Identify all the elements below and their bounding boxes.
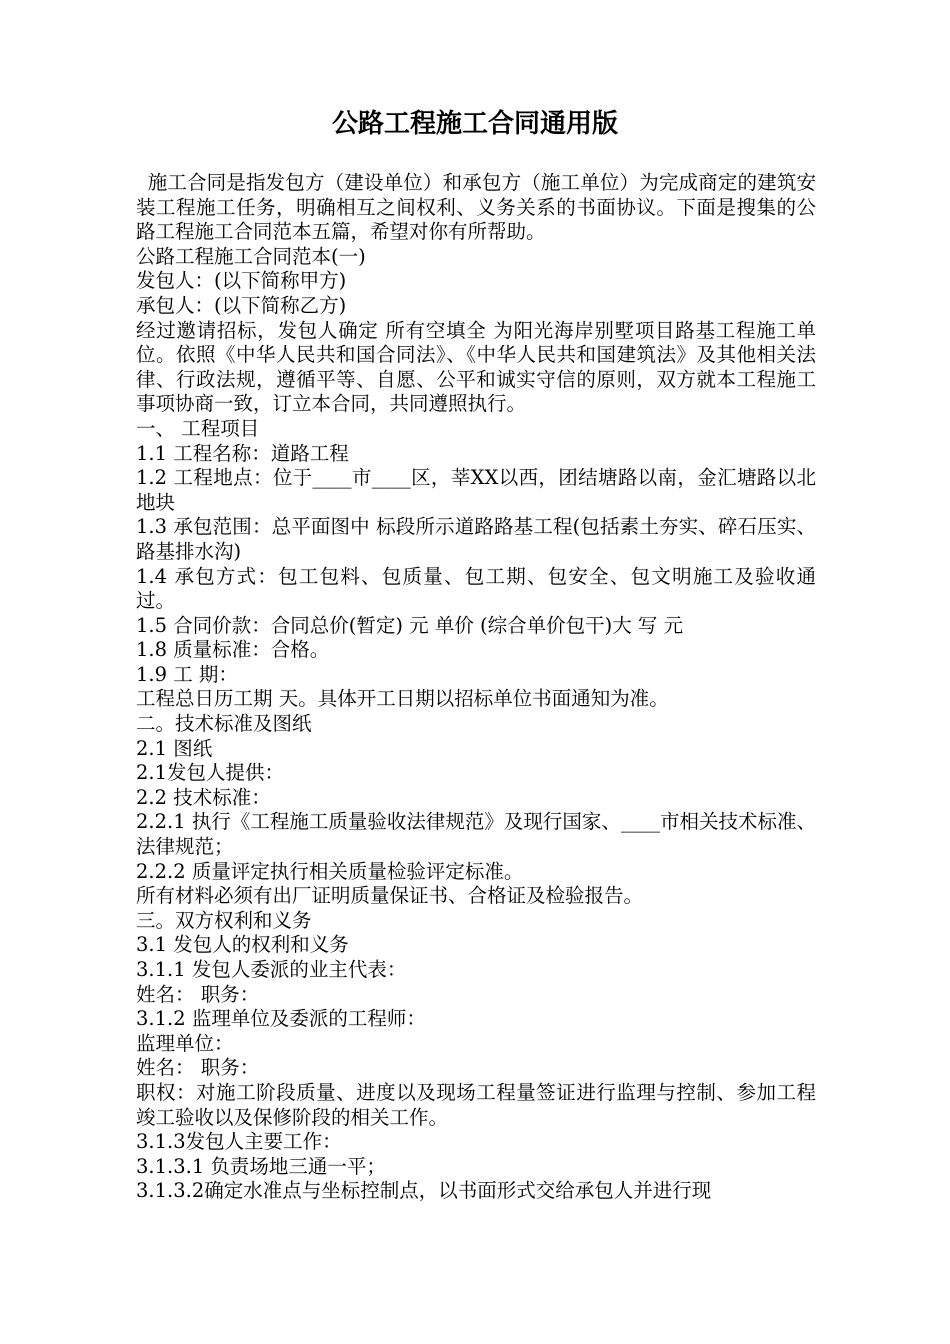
document-body: [136, 171, 816, 1204]
clause-1-5: 1.5 合同价款：合同总价(暂定) 元 单价 (综合单价包干)大 写 元: [136, 613, 684, 637]
clause-1-1: 1.1 工程名称：道路工程: [136, 441, 349, 465]
clause-1-9: 1.9 工 期：: [136, 662, 238, 686]
preamble-paragraph: 经过邀请招标，发包人确定 所有空填全 为阳光海岸别墅项目路基工程施工单位。依照《中华人民共和国合同法》、《中华人民共和国建筑法》及其他相关法律、行政法规，遵循平等、自愿、公平和诚实守信的原则，双方就本工程施工事项协商一致，订立本合同，共同遵照执行。: [136, 318, 816, 416]
clause-3-1-3-1: 3.1.3.1 负责场地三通一平；: [136, 1154, 386, 1178]
clause-3-1-3-2: 3.1.3.2确定水准点与坐标控制点，以书面形式交给承包人并进行现: [136, 1179, 712, 1203]
clause-1-4: 1.4 承包方式：包工包料、包质量、包工期、包安全、包文明施工及验收通过。: [136, 564, 816, 613]
schedule-paragraph: 工程总日历工期 天。具体开工日期以招标单位书面通知为准。: [136, 687, 669, 711]
supervision-unit-line: 监理单位：: [136, 1031, 234, 1055]
section-heading-2: 二。技术标准及图纸: [136, 712, 312, 736]
name-title-line-1: 姓名： 职务：: [136, 982, 260, 1006]
name-title-line-2: 姓名： 职务：: [136, 1056, 260, 1080]
clause-2-1-provider: 2.1发包人提供：: [136, 761, 285, 785]
materials-paragraph: 所有材料必须有出厂证明质量保证书、合格证及检验报告。: [136, 884, 644, 908]
clause-3-1-2: 3.1.2 监理单位及委派的工程师：: [136, 1007, 426, 1031]
clause-2-2-2: 2.2.2 质量评定执行相关质量检验评定标准。: [136, 859, 524, 883]
clause-1-8: 1.8 质量标准：合格。: [136, 638, 330, 662]
clause-2-2-1: 2.2.1 执行《工程施工质量验收法律规范》及现行国家、____市相关技术标准、法律规范；: [136, 810, 816, 859]
document-title: 公路工程施工合同通用版: [331, 109, 618, 139]
clause-2-1: 2.1 图纸: [136, 736, 213, 760]
section-heading-1: 一、 工程项目: [136, 416, 260, 440]
clause-1-2: 1.2 工程地点：位于____市____区，莘XX以西，团结塘路以南，金汇塘路以北地块: [136, 466, 816, 514]
clause-3-1-1: 3.1.1 发包人委派的业主代表：: [136, 958, 407, 981]
clause-2-2: 2.2 技术标准：: [136, 785, 271, 809]
authority-paragraph: 职权：对施工阶段质量、进度以及现场工程量签证进行监理与控制、参加工程竣工验收以及保修阶段的相关工作。: [136, 1080, 816, 1129]
intro-paragraph: 施工合同是指发包方（建设单位）和承包方（施工单位）为完成商定的建筑安装工程施工任务，明确相互之间权利、义务关系的书面协议。下面是搜集的公路工程施工合同范本五篇，希望对你有所帮助。: [136, 171, 816, 244]
clause-3-1: 3.1 发包人的权利和义务: [136, 933, 349, 957]
party-contractor: 承包人：(以下简称乙方): [136, 293, 347, 317]
sample-heading: 公路工程施工合同范本(一): [136, 244, 366, 268]
clause-1-3: 1.3 承包范围：总平面图中 标段所示道路路基工程(包括素土夯实、碎石压实、路基排水沟): [136, 515, 816, 563]
section-heading-3: 三。双方权利和义务: [136, 908, 312, 932]
party-employer: 发包人：(以下简称甲方): [136, 269, 347, 293]
clause-3-1-3: 3.1.3发包人主要工作：: [136, 1130, 342, 1154]
